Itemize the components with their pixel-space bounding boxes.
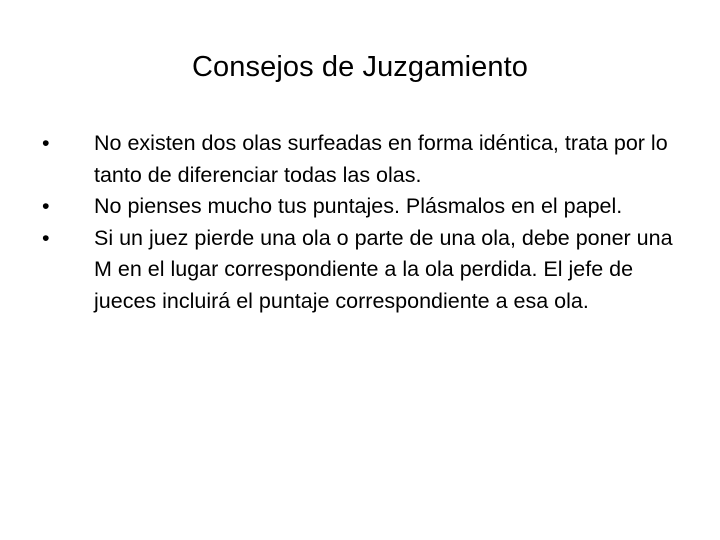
list-item: [24, 191, 696, 223]
page-title: Consejos de Juzgamiento: [192, 51, 528, 83]
list-item: [24, 128, 696, 191]
list-item: [24, 223, 696, 318]
list-item-text: No pienses mucho tus puntajes. Plásmalos en el papel.: [94, 194, 623, 219]
list-item-text: No existen dos olas surfeadas en forma idéntica, trata por lo tanto de diferenciar todas las olas.: [94, 131, 668, 187]
bullet-list: [24, 128, 696, 318]
bullet-marker-icon: •: [42, 194, 50, 219]
bullet-marker-icon: •: [42, 225, 50, 250]
bullet-marker-icon: •: [42, 131, 50, 155]
list-item-text: Si un juez pierde una ola o parte de una ola, debe poner una M en el lugar correspondiente a la ola perdida. El jefe de jueces incluirá el puntaje correspondiente a esa ola.: [94, 225, 673, 313]
